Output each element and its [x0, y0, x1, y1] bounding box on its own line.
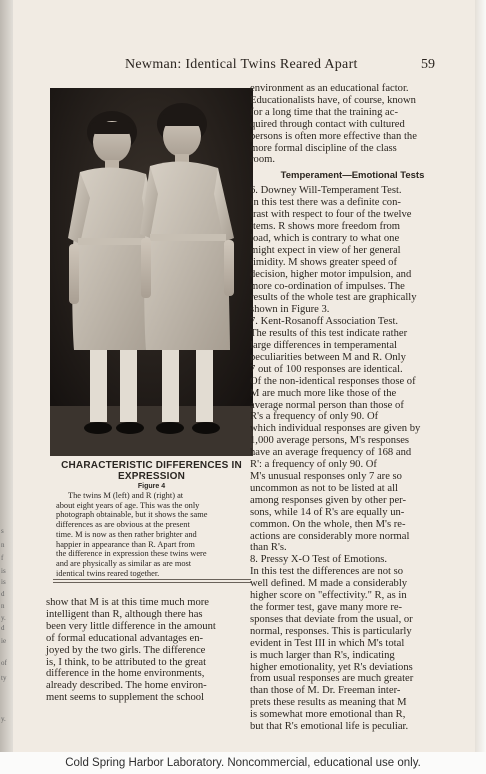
caption-divider: [53, 582, 251, 583]
text-line: 7. Kent-Rosanoff Association Test.: [250, 316, 399, 328]
caption-line: time. M is now as then rather brighter and: [56, 529, 197, 539]
figure-caption-title: [49, 460, 254, 482]
text-line: In this test there was a definite con-: [250, 197, 401, 209]
book-page: [13, 0, 475, 752]
text-line: peculiarities between M and R. Only: [250, 351, 406, 363]
caption-line: happier in appearance than R. Apart from: [56, 539, 195, 549]
caption-line: identical twins reared together.: [56, 568, 160, 578]
text-line: have an average frequency of 168 and: [250, 447, 412, 459]
margin-fragment: is: [1, 567, 6, 575]
text-line: intelligent than R, although there has: [46, 608, 203, 620]
margin-fragment: f: [1, 554, 4, 562]
text-line: difference in the home environments,: [46, 668, 205, 680]
text-line: than those of M. Dr. Freeman inter-: [250, 685, 401, 697]
binding-edge: [0, 0, 13, 752]
margin-fragment: n: [1, 541, 5, 549]
text-line: shown in Figure 3.: [250, 304, 330, 316]
text-line: 7 out of 100 responses are identical.: [250, 363, 403, 375]
text-line: might expect in view of her general: [250, 244, 401, 256]
page-number: 59: [421, 57, 435, 72]
text-line: average normal person than those of: [250, 399, 404, 411]
text-line: of formal educational advantages en-: [46, 632, 204, 644]
text-line: The results of this test indicate rather: [250, 328, 408, 340]
header-title: Newman: Identical Twins Reared Apart: [125, 57, 358, 72]
text-line: sons, while 14 of R's are equally un-: [250, 506, 405, 518]
text-line: quired through contact with cultured: [250, 118, 405, 130]
margin-fragment: s: [1, 527, 4, 535]
margin-fragment: ty: [1, 674, 7, 682]
text-line: been very little difference in the amount: [46, 620, 216, 632]
text-line: R': a frequency of only 90. Of: [250, 459, 377, 471]
text-line: 6. Downey Will-Temperament Test.: [250, 185, 402, 197]
running-header: [13, 57, 475, 73]
text-line: more formal discipline of the class: [250, 142, 397, 154]
text-line: joyed by the two girls. The difference: [46, 644, 206, 656]
margin-fragment: y.: [1, 614, 6, 622]
text-line: items. R shows more freedom from: [250, 220, 401, 232]
text-line: ment seems to supplement the school: [46, 692, 204, 704]
text-line: uncommon as not to be listed at all: [250, 482, 398, 494]
text-line: is, I think, to be attributed to the great: [46, 656, 207, 668]
text-line: is somewhat more emotional than R,: [250, 709, 406, 721]
figure-label: Figure 4: [137, 483, 166, 490]
caption-line: photograph obtainable, but it shows the same: [56, 510, 208, 520]
text-line: persons is often more effective than the: [250, 130, 417, 142]
page-edge: [475, 0, 486, 752]
text-line: common. On the whole, then M's re-: [250, 518, 406, 530]
caption-divider: [53, 579, 251, 580]
twins-photograph: [50, 88, 253, 456]
text-line: higher score on "effectivity." R, as in: [250, 590, 407, 602]
text-line: the former test, gave many more re-: [250, 601, 403, 613]
text-line: sponses that deviate from the usual, or: [250, 613, 413, 625]
text-line: normal, responses. This is particularly: [250, 625, 412, 637]
text-line: among responses given by other per-: [250, 494, 407, 506]
text-line: well defined. M made a considerably: [250, 578, 408, 590]
text-line: environment as an educational factor.: [250, 83, 409, 94]
margin-fragment: of: [1, 659, 7, 667]
text-line: than R's.: [250, 542, 287, 554]
text-line: which individual responses are given by: [250, 423, 421, 435]
text-line: trast with respect to four of the twelve: [250, 209, 412, 221]
text-line: Educationalists have, of course, known: [250, 94, 416, 106]
text-line: more co-ordination of impulses. The: [250, 280, 405, 292]
text-line: M's unusual responses only 7 are so: [250, 471, 402, 482]
figure-caption-body: [56, 491, 251, 578]
caption-line: differences as are obvious at the present: [56, 520, 190, 530]
margin-fragment: d: [1, 624, 5, 632]
text-line: Of the non-identical responses those of: [250, 375, 416, 387]
text-line: prets these results as meaning that M: [250, 697, 407, 709]
caption-title-line: EXPRESSION: [117, 471, 186, 482]
text-line: M are much more like those of the: [250, 387, 397, 399]
text-line: In this test the differences are not so: [250, 566, 404, 578]
text-line: is much larger than R's, indicating: [250, 649, 395, 661]
text-line: results of the whole test are graphically: [250, 292, 417, 304]
text-line: actions are considerably more normal: [250, 530, 410, 542]
text-line: higher emotionality, yet R's deviations: [250, 661, 413, 673]
text-line: already described. The home environ-: [46, 680, 207, 692]
margin-fragment: ie: [1, 637, 7, 645]
text-line: load, which is contrary to what one: [250, 232, 400, 244]
text-line: room.: [250, 154, 276, 166]
caption-line: The twins M (left) and R (right) at: [68, 491, 184, 500]
text-line: 1,000 average persons, M's responses: [250, 435, 410, 447]
text-line: large differences in temperamental: [250, 340, 397, 352]
margin-fragment: is: [1, 578, 6, 586]
margin-fragment: y.: [1, 715, 6, 723]
archive-footer: Cold Spring Harbor Laboratory. Noncommercial, educational use only.: [0, 752, 486, 774]
text-line: but that R's emotional life is peculiar.: [250, 721, 409, 733]
text-line: R's a frequency of only 90. Of: [250, 411, 379, 423]
section-heading: Temperament—Emotional Tests: [280, 170, 425, 182]
caption-line: and are physically as similar as are most: [56, 558, 192, 568]
text-line: from usual responses are much greater: [250, 673, 414, 685]
text-line: show that M is at this time much more: [46, 597, 210, 608]
text-line: evident in Test III in which M's total: [250, 637, 405, 649]
margin-fragment: n: [1, 602, 5, 610]
caption-title-line: CHARACTERISTIC DIFFERENCES IN: [61, 460, 242, 471]
left-column-text: [46, 597, 256, 704]
text-line: decision, higher motor impulsion, and: [250, 268, 412, 280]
text-line: for a long time that the training ac-: [250, 106, 398, 118]
right-column-text: [250, 83, 455, 733]
text-line: 8. Pressy X-O Test of Emotions.: [250, 554, 388, 566]
text-line: timidity. M shows greater speed of: [250, 256, 398, 268]
caption-line: about eight years of age. This was the only: [56, 500, 200, 510]
caption-line: the difference in expression these twins were: [56, 549, 207, 559]
margin-fragment: d: [1, 590, 5, 598]
